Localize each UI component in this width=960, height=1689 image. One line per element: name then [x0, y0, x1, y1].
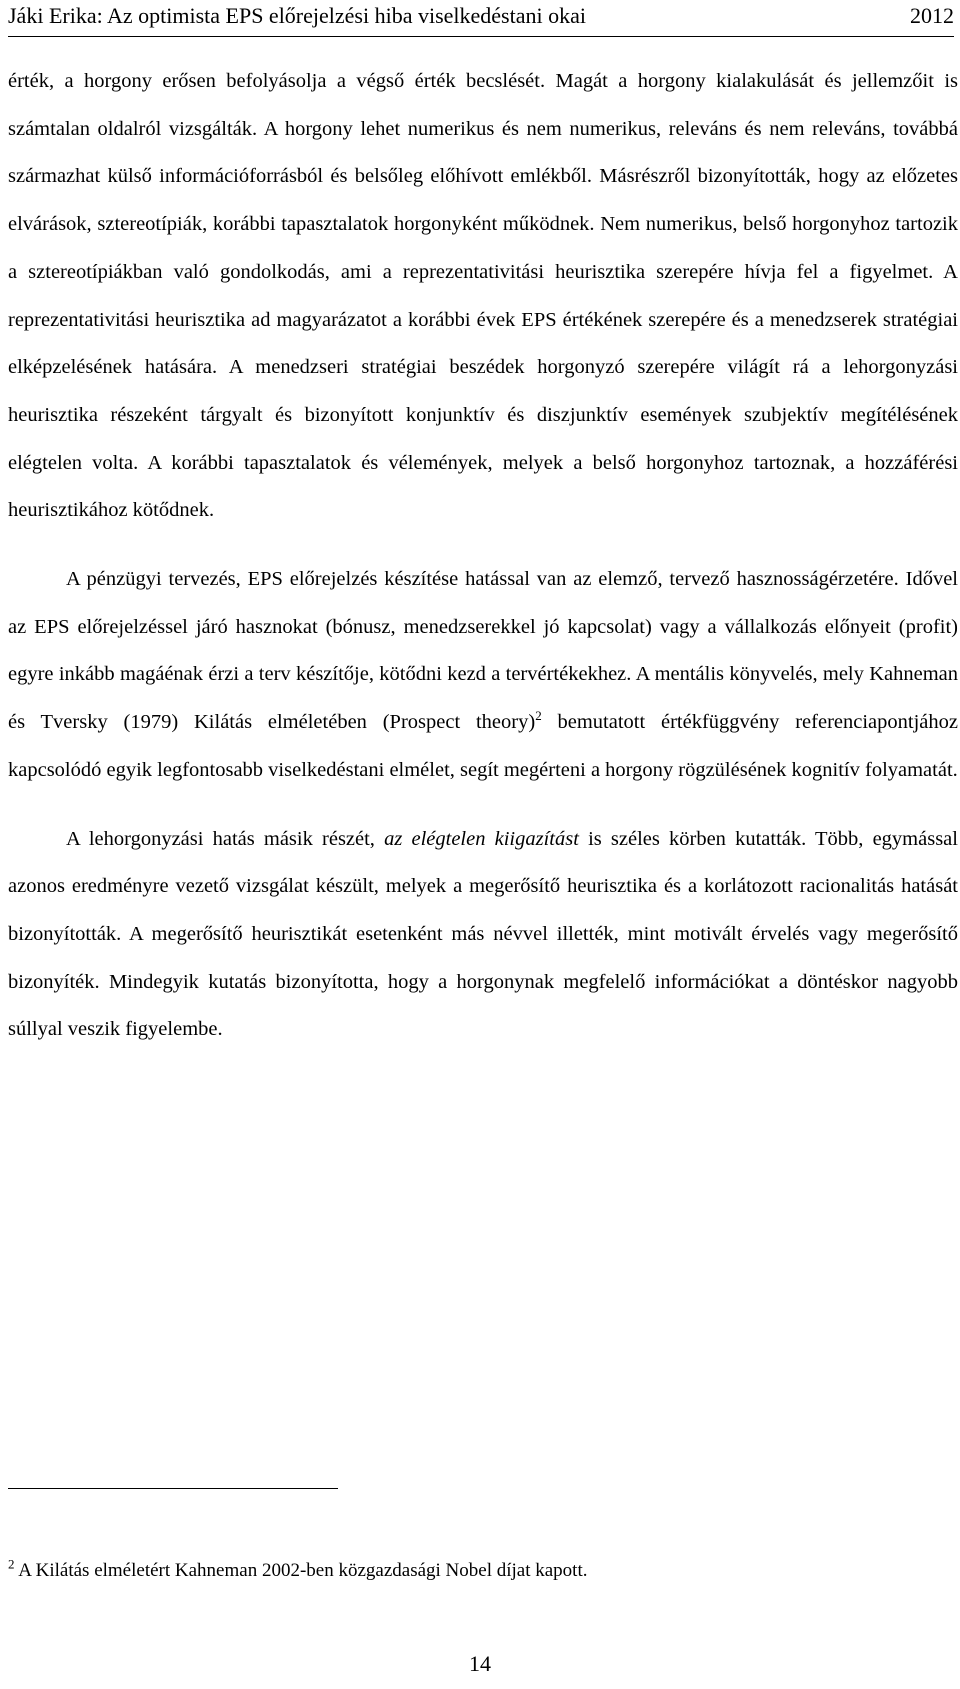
emphasized-text: az elégtelen kiigazítást [384, 827, 579, 850]
paragraph-text: bemutatott értékfüggvény referenciapontjához kapcsolódó egyik legfontosabb viselkedéstani elmélet, segít megérteni a horgony rögzülésének kognitív folyamatát. [8, 711, 958, 781]
paragraph-text: A pénzügyi tervezés, EPS előrejelzés készítése hatással van az elemző, tervező hasznosságérzetére. Idővel az EPS előrejelzéssel járó hasznokat (bónusz, menedzserekkel jó kapcsolat) vagy a vállalkozás előnyeit (profit) egyre inkább magáénak érzi a terv készítője, kötődni kezd a tervértékekhez. A mentális könyvelés, mely Kahneman és Tversky (1979) Kilátás elméletében (Prospect theory) [8, 568, 958, 734]
footnote-reference: 2 [535, 708, 542, 724]
footnote-separator [8, 1488, 338, 1489]
footnote-text: A Kilátás elméletért Kahneman 2002-ben közgazdasági Nobel díjat kapott. [14, 1560, 588, 1581]
paragraph-text: A lehorgonyzási hatás másik részét, [66, 827, 385, 850]
header-year: 2012 [910, 3, 954, 28]
paragraph [8, 556, 958, 795]
page-number: 14 [469, 1651, 491, 1676]
header-title: Jáki Erika: Az optimista EPS előrejelzési hiba viselkedéstani okai [8, 3, 586, 28]
footnote-marker: 2 [8, 1556, 15, 1572]
paragraph: érték, a horgony erősen befolyásolja a végső érték becslését. Magát a horgony kialakulását és jellemzőit is számtalan oldalról vizsgálták. A horgony lehet numerikus és nem numerikus, releváns és nem releváns, továbbá származhat külső információforrásból és belsőleg előhívott emlékből. Másrészről bizonyították, hogy az előzetes elvárások, sztereotípiák, korábbi tapasztalatok horgonyként működnek. Nem numerikus, belső horgonyhoz tartozik a sztereotípiákban való gondolkodás, ami a reprezentativitási heurisztika szerepére hívja fel a figyelmet. A reprezentativitási heurisztika ad magyarázatot a korábbi évek EPS értékének szerepére és a menedzserek stratégiai elképzelésének hatására. A menedzseri stratégiai beszédek horgonyzó szerepére világít rá a lehorgonyzási heurisztika részeként tárgyalt és bizonyított konjunktív és diszjunktív események szubjektív megítélésének elégtelen volta. A korábbi tapasztalatok és vélemények, melyek a belső horgonyhoz tartoznak, a hozzáférési heurisztikához kötődnek. [8, 70, 958, 522]
paragraph [8, 816, 958, 1055]
paragraph-text: is széles körben kutatták. Több, egymással azonos eredményre vezető vizsgálat készült, melyek a megerősítő heurisztika és a korlátozott racionalitás hatását bizonyították. A megerősítő heurisztikát esetenként más névvel illették, mint motivált érvelés vagy megerősítő bizonyíték. Mindegyik kutatás bizonyította, hogy a horgonynak megfelelő információkat a döntéskor nagyobb súllyal veszik figyelembe. [8, 827, 958, 1041]
body-text [8, 58, 958, 1054]
running-header [8, 0, 954, 37]
footnote [8, 1558, 588, 1584]
